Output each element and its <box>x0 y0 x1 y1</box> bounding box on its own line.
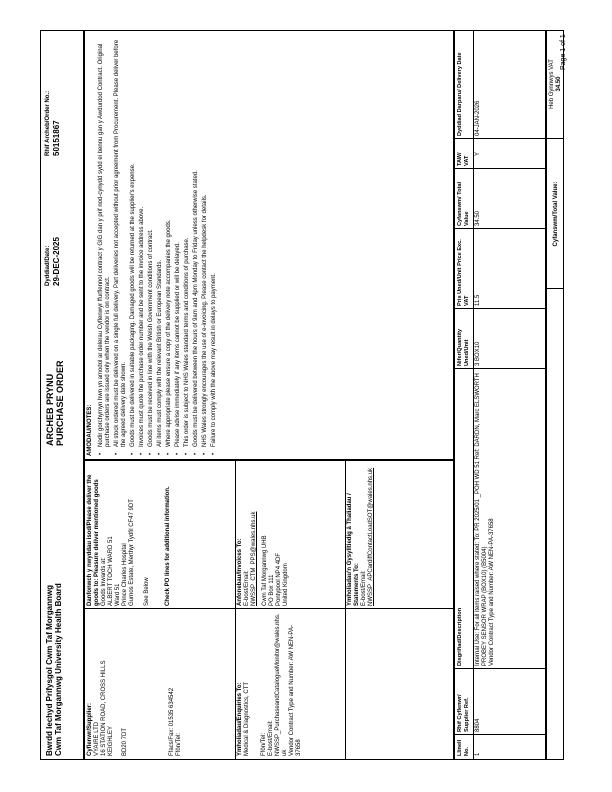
supplier-label: Cyflenwr/Supplier: <box>87 702 93 756</box>
supplier-line: 16 STATION ROAD, CROSS HILLS <box>101 660 107 756</box>
contact-email-value[interactable]: NWSSP_PurchaseandCatalogueMonitor@wales.nhs.uk <box>275 613 288 756</box>
order-number-value: 50151867 <box>52 120 61 156</box>
supplier-line <box>115 612 122 756</box>
invoices-line: United Kingdom <box>283 563 289 606</box>
condition-item: • This order is subject to NHS Wales standard terms and conditions of purchase. <box>184 32 191 447</box>
invoices-section <box>235 459 345 609</box>
condition-item: • Failure to comply with the above may result in delays to payment. <box>211 32 218 447</box>
condition-item: • Goods must be delivered in suitable packaging. Damaged goods will be returned at the supplier's expense. <box>130 32 137 447</box>
delivery-line: Prince Charles Hospital <box>122 543 128 606</box>
order-date-value: 29-DEC-2025 <box>52 237 61 286</box>
conditions-section <box>85 29 455 459</box>
invoices-line: PO Box 111 <box>269 574 275 606</box>
contact-phone-label: Ffôn/Tel: <box>261 732 267 756</box>
left-block <box>84 460 454 760</box>
page-indicator <box>560 10 580 70</box>
org-name-welsh: Bwrdd Iechyd Prifysgol Cwm Taf Morgannwg <box>45 585 54 756</box>
totals-row <box>546 30 564 760</box>
statements-email-link[interactable]: NWSSP_APCardiffContactLoadSOT@wales.nhs.uk <box>368 467 374 606</box>
doc-title-english: PURCHASE ORDER <box>55 360 65 446</box>
contact-section <box>235 609 455 759</box>
supplier-fax <box>169 612 176 756</box>
condition-item: • Where appropriate please ensure a copy of the delivery note accompanies the goods. <box>166 32 173 447</box>
condition-item: • All items must comply with the relevant British or European Standards. <box>157 32 164 447</box>
order-date-label: Dyddiad/Date: <box>45 245 51 286</box>
table-row <box>473 29 547 759</box>
statements-label: Ymholiadau'n Gysylltiedig â Thaliadau / Statements To: <box>347 493 360 606</box>
delivery-line: Goods Inwards at: <box>101 557 107 606</box>
supplier-line: BD20 7DT <box>122 727 128 756</box>
row-total: 34.50 <box>475 210 481 226</box>
supplier-fax-label: Ffacs/Fax: <box>169 727 175 756</box>
invoices-line: Cwm Taf Morgannwg UHB <box>262 535 268 606</box>
row-delivery-date: 04-JAN-2026 <box>475 100 481 136</box>
condition-item: • Invoices must quote the purchase order number and be sent to the invoice address above. <box>139 32 146 447</box>
row-quantity: 3 BOX10 <box>475 341 481 366</box>
total-value: 34.50 <box>555 76 562 92</box>
supplier-fax-value: 01535 634542 <box>169 687 175 727</box>
invoices-label: Anfonebau/Invoices To: <box>237 538 243 606</box>
conditions-list <box>98 32 218 456</box>
delivery-line: Ward 51 <box>115 583 121 606</box>
org-name <box>43 459 65 759</box>
contact-contract-line: Vendor Contract Type and Number: AW NEN-PA-37658 <box>289 625 302 756</box>
invoices-line: Pontypool NP4 4DF <box>276 552 282 606</box>
row-line-number: 1 <box>475 752 481 756</box>
row-unit-price: 11.5 <box>475 294 481 306</box>
statements-section <box>345 459 455 609</box>
condition-item: • Goods must be received in line with the Welsh Government conditions of contract. <box>148 32 155 447</box>
purchase-order-sheet <box>40 30 588 760</box>
col-header-vat: TAW/ VAT <box>457 152 470 166</box>
col-header-delivery-date: Dyddiad Darparu/ Delivery Date <box>457 52 463 136</box>
condition-item: • Please advise immediately if any items cannot be supplied or will be delayed. <box>175 32 182 447</box>
page-number: Page 1 of 1 <box>560 34 567 70</box>
col-header-unit-price: Pris Uned/Unit Price Exc. VAT <box>457 239 470 306</box>
order-number <box>43 31 63 159</box>
conditions-title: AMODAU/NOTES: <box>87 404 93 456</box>
delivery-see-below: See Below <box>144 577 150 606</box>
delivery-text: Danfonwch y nwyddau isod/Please deliver the goods to: Pleasure deliver mentioned goods <box>87 474 100 606</box>
row-description-contract: Vendor Contract Type and Number: AW NEN-PA-37658 <box>489 518 495 666</box>
delivery-line: Gurnos Estate, Merthyr Tydfil CF47 9DT <box>129 499 135 606</box>
delivery-check-note: Check PO lines for additional information. <box>165 486 171 606</box>
statements-email-label: E-bost/Email: <box>361 570 367 606</box>
row-supplier-ref: 8804 <box>475 718 481 732</box>
condition-item: • All stock ordered must be delivered on a single full delivery. Part deliveries not accepted without prior agreement from Procurement. Please deliver before the agreed delivery date shown. <box>114 32 128 447</box>
col-header-quantity: Nifer/Quantity Uned/Unit <box>457 329 470 366</box>
contact-label: Ymholiadau/Enquiries To: <box>237 682 243 756</box>
supplier-line: KEIGHLEY <box>108 725 114 756</box>
delivery-line: ALBERT TOCH WARD 51 <box>108 536 114 606</box>
org-name-english: Cwm Taf Morgannwg University Health Board <box>54 583 63 756</box>
doc-title-welsh: ARCHEB PRYNU <box>45 373 55 446</box>
order-number-label: Rhif Archeb/Order No.: <box>45 90 51 156</box>
invoices-email-link[interactable]: NWSSP_CTM_PPS@wales.nhs.uk <box>251 511 257 606</box>
total-vat-label: Heb Gynnwys VAT <box>549 59 555 109</box>
total-value-label: Cyfanswm/Total Value: <box>553 181 559 247</box>
delivery-section <box>85 459 235 609</box>
row-description <box>473 369 498 669</box>
col-header-line: Llinell No. <box>457 739 470 756</box>
row-description-item: PROBEY SENSOR WRAP (BOX10) (B5004) <box>482 546 488 666</box>
condition-item: • Nodir gorchymyn hwn yn amodol ar delerau Cyflenwyr ffurflennol contract y GIG dan y prif nod-cynydd sydd ei bennu gan y Awdurdod Contract. Original purchase orders are issued only when the vendor is on contract. <box>98 32 112 447</box>
col-header-total: Cyfanswm/ Total Value <box>457 181 470 226</box>
contact-email-label: E-bost/Email: <box>268 720 274 756</box>
order-date <box>43 169 63 289</box>
contact-dept: Medical & Diagnostics, CTT <box>244 681 250 756</box>
col-header-description: Disgrifiad/Description <box>457 607 463 666</box>
supplier-section <box>85 609 235 759</box>
items-table <box>454 30 546 760</box>
condition-item: • NHS Wales strongly encourages the use of e-invoicing. Please contact the helpdesk for details. <box>202 32 209 447</box>
condition-item: • Goods must be delivered between the hours of 9am and 4pm Monday to Friday unless otherwise stated. <box>193 32 200 447</box>
invoices-email-label: E-bost/Email: <box>244 570 250 606</box>
supplier-line: VYAIRE LTD <box>94 721 100 756</box>
supplier-phone-label: Ffôn/Tel: <box>176 732 182 756</box>
header-box <box>40 30 84 760</box>
row-vat: Y <box>475 152 481 157</box>
col-header-ref: Rhif Cyflenwr/ Supplier Ref. <box>457 694 470 732</box>
doc-title <box>43 299 67 449</box>
row-description-main: Internal Use: For all items raised where stated: To: PR 2025/01 _POH WD 51 Ref: DARDN, Marc ELSWORTH <box>475 373 481 666</box>
conditions-box <box>84 30 454 460</box>
